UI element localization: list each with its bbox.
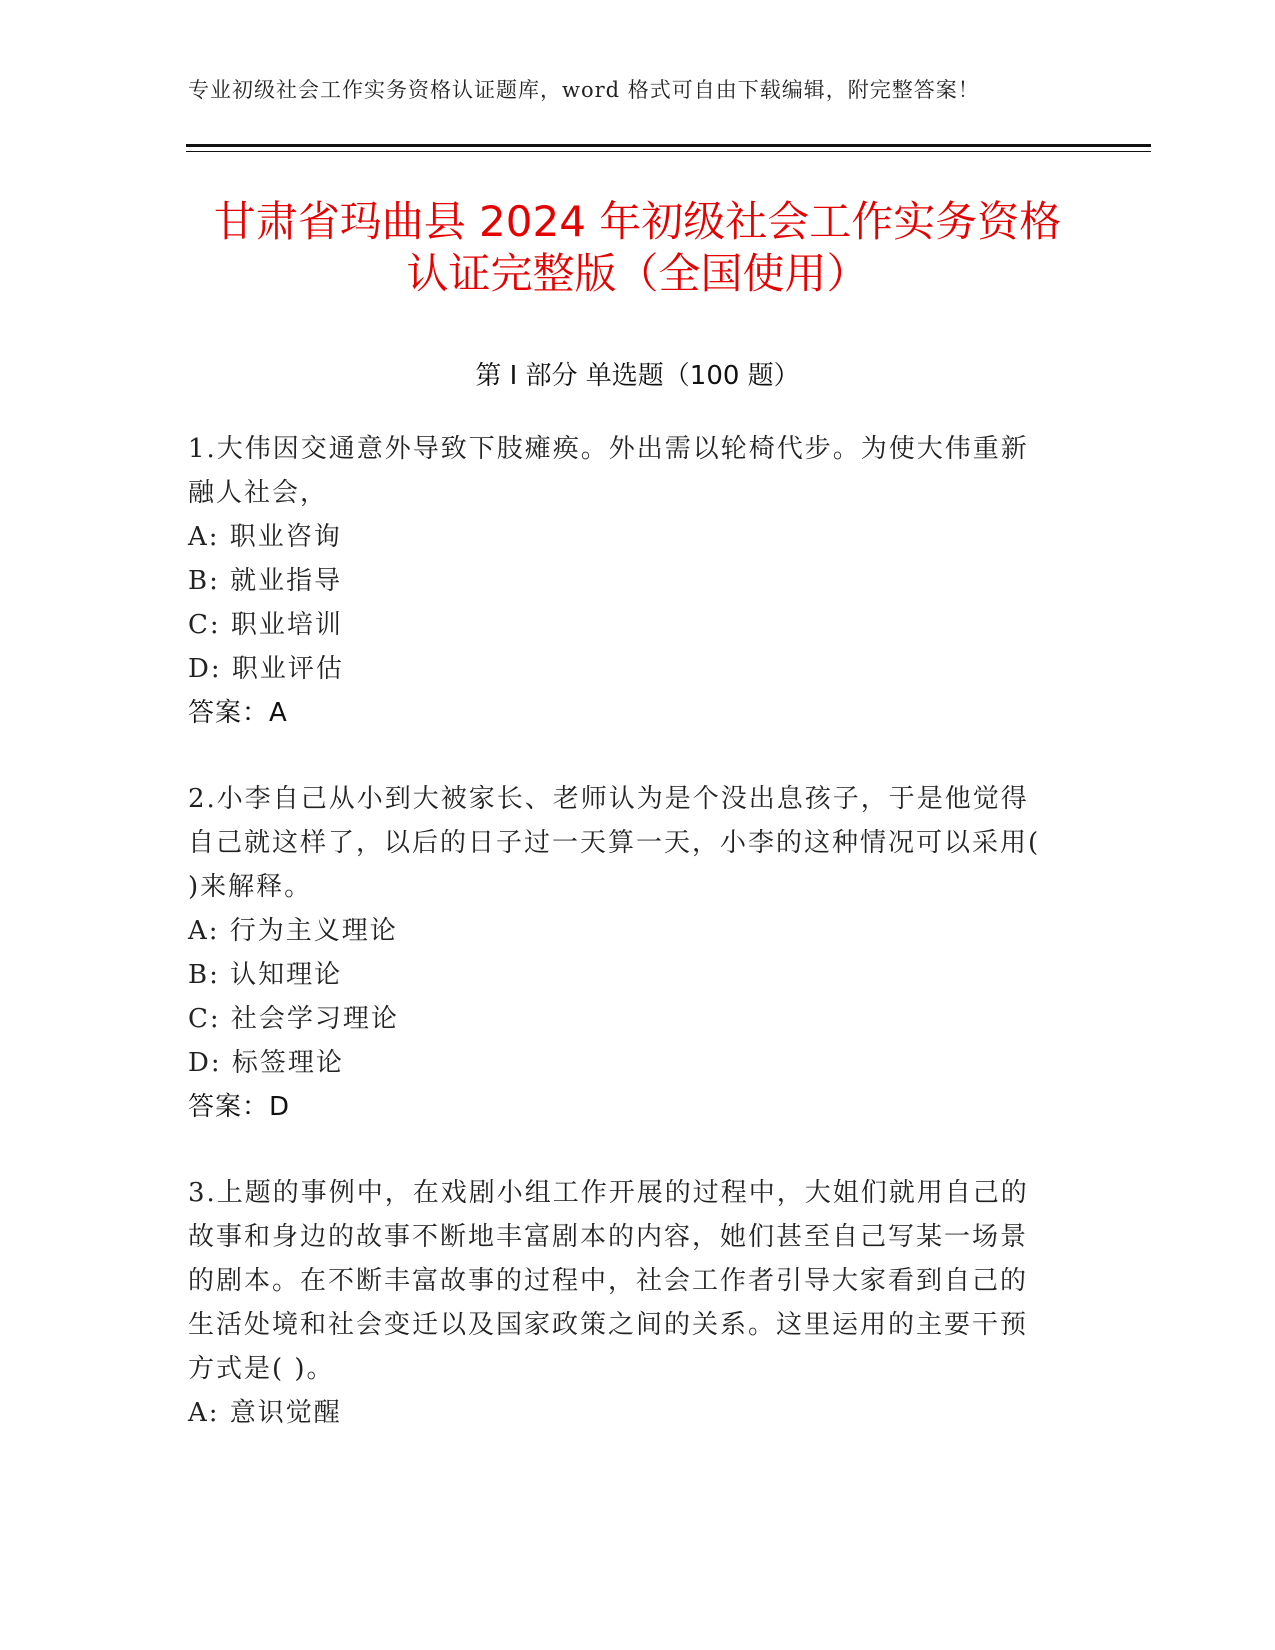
question-1-option-c: C: 职业培训 (188, 610, 343, 640)
title-line-2: 认证完整版（全国使用） (406, 249, 869, 298)
question-2-line-2: 自己就这样了，以后的日子过一天算一天，小李的这种情况可以采用( (188, 828, 1041, 858)
title-line-1: 甘肃省玛曲县 2024 年初级社会工作实务资格 (213, 197, 1062, 246)
question-3-line-4: 生活处境和社会变迁以及国家政策之间的关系。这里运用的主要干预 (188, 1310, 1029, 1340)
section-heading: 第 I 部分 单选题（100 题） (475, 361, 800, 391)
header-note: 专业初级社会工作实务资格认证题库，word 格式可自由下载编辑，附完整答案！ (188, 78, 980, 102)
question-2-line-1: 2.小李自己从小到大被家长、老师认为是个没出息孩子，于是他觉得 (188, 784, 1029, 814)
question-2-option-a: A: 行为主义理论 (188, 916, 398, 946)
question-1-line-1: 1.大伟因交通意外导致下肢瘫痪。外出需以轮椅代步。为使大伟重新 (188, 434, 1029, 464)
document-title (150, 196, 1125, 300)
question-3-option-a: A: 意识觉醒 (188, 1398, 342, 1428)
question-3-line-1: 3.上题的事例中，在戏剧小组工作开展的过程中，大姐们就用自己的 (188, 1178, 1029, 1208)
question-3-line-5: 方式是( )。 (188, 1354, 335, 1384)
question-2-answer: 答案：D (188, 1092, 291, 1122)
question-2-option-c: C: 社会学习理论 (188, 1004, 399, 1034)
question-1-line-2: 融人社会， (188, 478, 329, 508)
question-3-line-2: 故事和身边的故事不断地丰富剧本的内容，她们甚至自己写某一场景 (188, 1222, 1029, 1252)
header-rule-thick (186, 144, 1151, 147)
question-1-option-d: D: 职业评估 (188, 654, 344, 684)
question-2-option-d: D: 标签理论 (188, 1048, 344, 1078)
header-rule-thin (186, 151, 1151, 152)
question-1-option-a: A: 职业咨询 (188, 522, 342, 552)
question-2-line-3: )来解释。 (188, 872, 313, 902)
question-2-option-b: B: 认知理论 (188, 960, 343, 990)
question-1-option-b: B: 就业指导 (188, 566, 343, 596)
question-1-answer: 答案：A (188, 698, 288, 728)
question-3-line-3: 的剧本。在不断丰富故事的过程中，社会工作者引导大家看到自己的 (188, 1266, 1029, 1296)
